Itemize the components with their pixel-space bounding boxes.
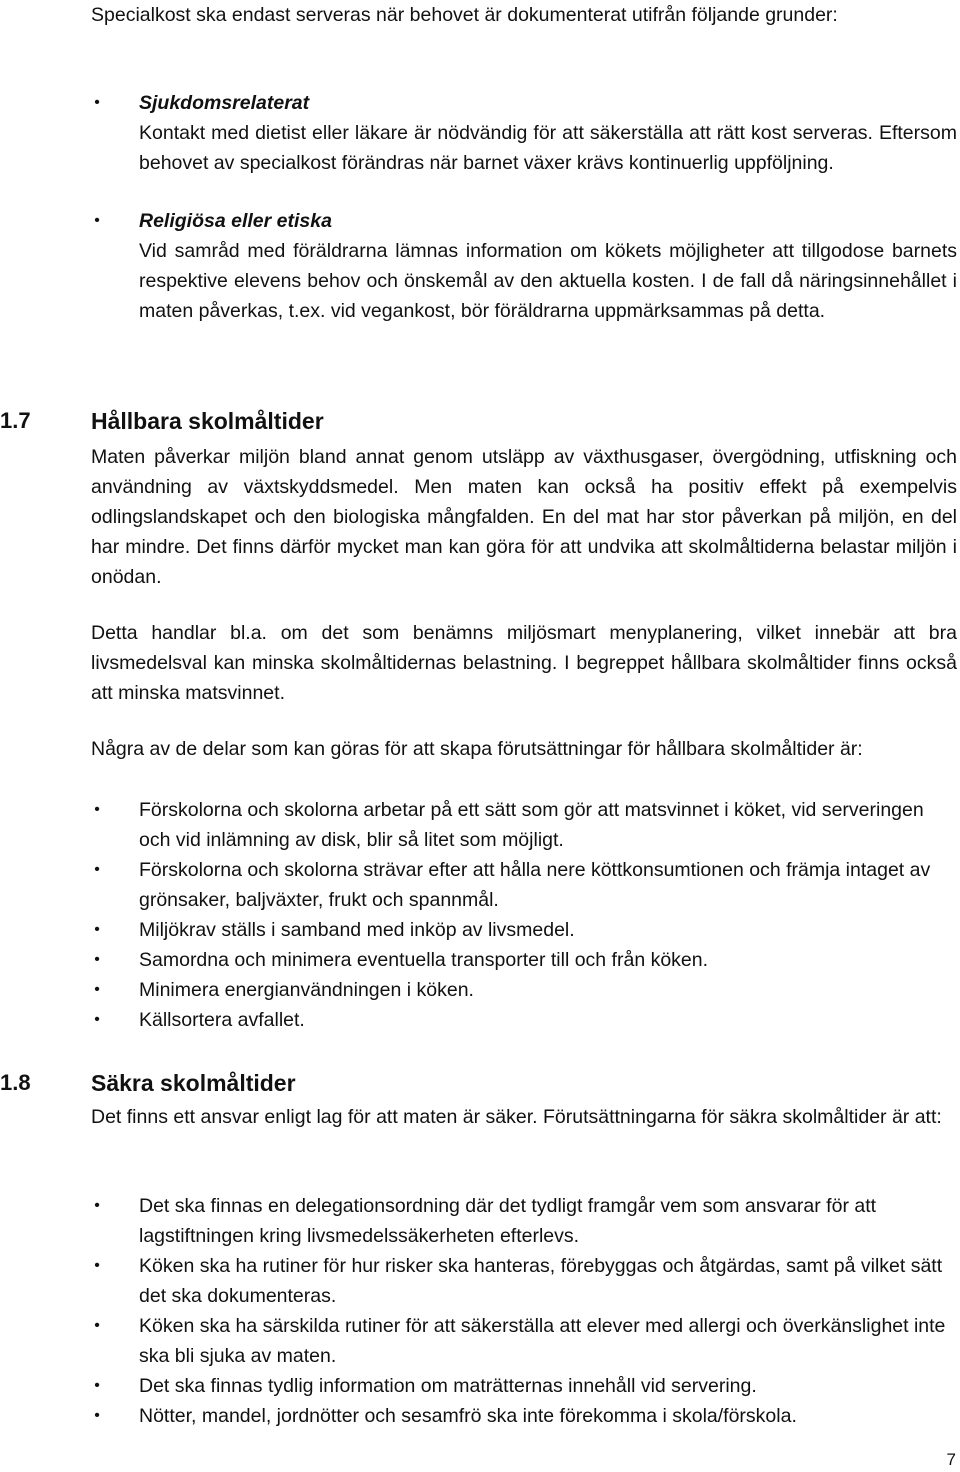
section-title: Säkra skolmåltider [91,1070,296,1096]
list-item-text: Samordna och minimera eventuella transporter till och från köken. [139,949,709,971]
list-item-text: Förskolorna och skolorna arbetar på ett sätt som gör att matsvinnet i köket, vid serveringen och vid inlämning av disk, blir så litet som möjligt. [139,799,924,851]
list-item-text: Minimera energianvändningen i köken. [139,979,474,1001]
list-item-text: Det ska finnas en delegationsordning där det tydligt framgår vem som ansvarar för att lagstiftningen kring livsmedelssäkerheten efterlevs. [139,1195,877,1247]
list-item [91,1005,957,1035]
list-item [91,206,957,326]
list-item [91,1251,957,1311]
list-item-text: Källsortera avfallet. [139,1009,305,1031]
list-item [91,795,957,855]
list-item [91,88,957,178]
section-number: 1.8 [0,1070,31,1095]
item-text: Kontakt med dietist eller läkare är nödvändig för att säkerställa att rätt kost serveras. Eftersom behovet av specialkost förändras när barnet växer krävs kontinuerlig uppföljning. [139,122,957,174]
list-item [91,855,957,915]
item-title: Religiösa eller etiska [139,210,332,232]
item-text: Vid samråd med föräldrarna lämnas information om kökets möjligheter att tillgodose barnets respektive elevens behov och önskemål av den aktuella kosten. I de fall då näringsinnehållet i maten påverkas, t.ex. vid vegankost, bör föräldrarna uppmärksammas på detta. [139,240,957,322]
list-item-text: Köken ska ha särskilda rutiner för att säkerställa att elever med allergi och överkänslighet inte ska bli sjuka av maten. [139,1315,946,1367]
bullet-icon: • [94,1197,100,1214]
safety-list [91,1191,957,1431]
list-item-text: Förskolorna och skolorna strävar efter att hålla nere köttkonsumtionen och främja intaget av grönsaker, baljväxter, frukt och spannmål. [139,859,931,911]
section-paragraph: Detta handlar bl.a. om det som benämns miljösmart menyplanering, vilket innebär att bra livsmedelsval kan minska skolmåltidernas belastning. I begreppet hållbara skolmåltider finns också att minska matsvinnet. [91,622,957,704]
bullet-icon: • [94,1257,100,1274]
bullet-icon: • [94,921,100,938]
list-item-text: Köken ska ha rutiner för hur risker ska hanteras, förebyggas och åtgärdas, samt på vilket sätt det ska dokumenteras. [139,1255,943,1307]
list-item [91,945,957,975]
special-diet-list [91,88,957,326]
bullet-icon: • [94,1011,100,1028]
list-item-text: Miljökrav ställs i samband med inköp av livsmedel. [139,919,575,941]
list-item [91,1371,957,1401]
bullet-icon: • [94,801,100,818]
bullet-icon: • [94,861,100,878]
list-item-text: Nötter, mandel, jordnötter och sesamfrö ska inte förekomma i skola/förskola. [139,1405,797,1427]
page-number: 7 [946,1450,956,1469]
list-item [91,975,957,1005]
section-paragraph: Maten påverkar miljön bland annat genom utsläpp av växthusgaser, övergödning, utfiskning och användning av växtskyddsmedel. Men maten kan också ha positiv effekt på exempelvis odlingslandskapet och den biologiska mångfalden. En del mat har stor påverkan på miljön, en del har mindre. Det finns därför mycket man kan göra för att undvika att skolmåltiderna belastar miljön i onödan. [91,446,957,588]
bullet-icon: • [94,951,100,968]
list-item [91,915,957,945]
list-item [91,1311,957,1371]
bullet-icon: • [94,94,100,111]
bullet-icon: • [94,981,100,998]
section-number: 1.7 [0,408,31,433]
list-item [91,1401,957,1431]
bullet-icon: • [94,1317,100,1334]
bullet-icon: • [94,1377,100,1394]
item-title: Sjukdomsrelaterat [139,92,310,114]
section-paragraph: Det finns ett ansvar enligt lag för att maten är säker. Förutsättningarna för säkra skolmåltider är att: [91,1106,942,1128]
section-paragraph: Några av de delar som kan göras för att skapa förutsättningar för hållbara skolmåltider är: [91,738,863,760]
section-title: Hållbara skolmåltider [91,408,324,434]
sustainability-list [91,795,957,1035]
bullet-icon: • [94,1407,100,1424]
list-item [91,1191,957,1251]
list-item-text: Det ska finnas tydlig information om maträtternas innehåll vid servering. [139,1375,757,1397]
bullet-icon: • [94,212,100,229]
intro-paragraph: Specialkost ska endast serveras när behovet är dokumenterat utifrån följande grunder: [91,4,838,26]
